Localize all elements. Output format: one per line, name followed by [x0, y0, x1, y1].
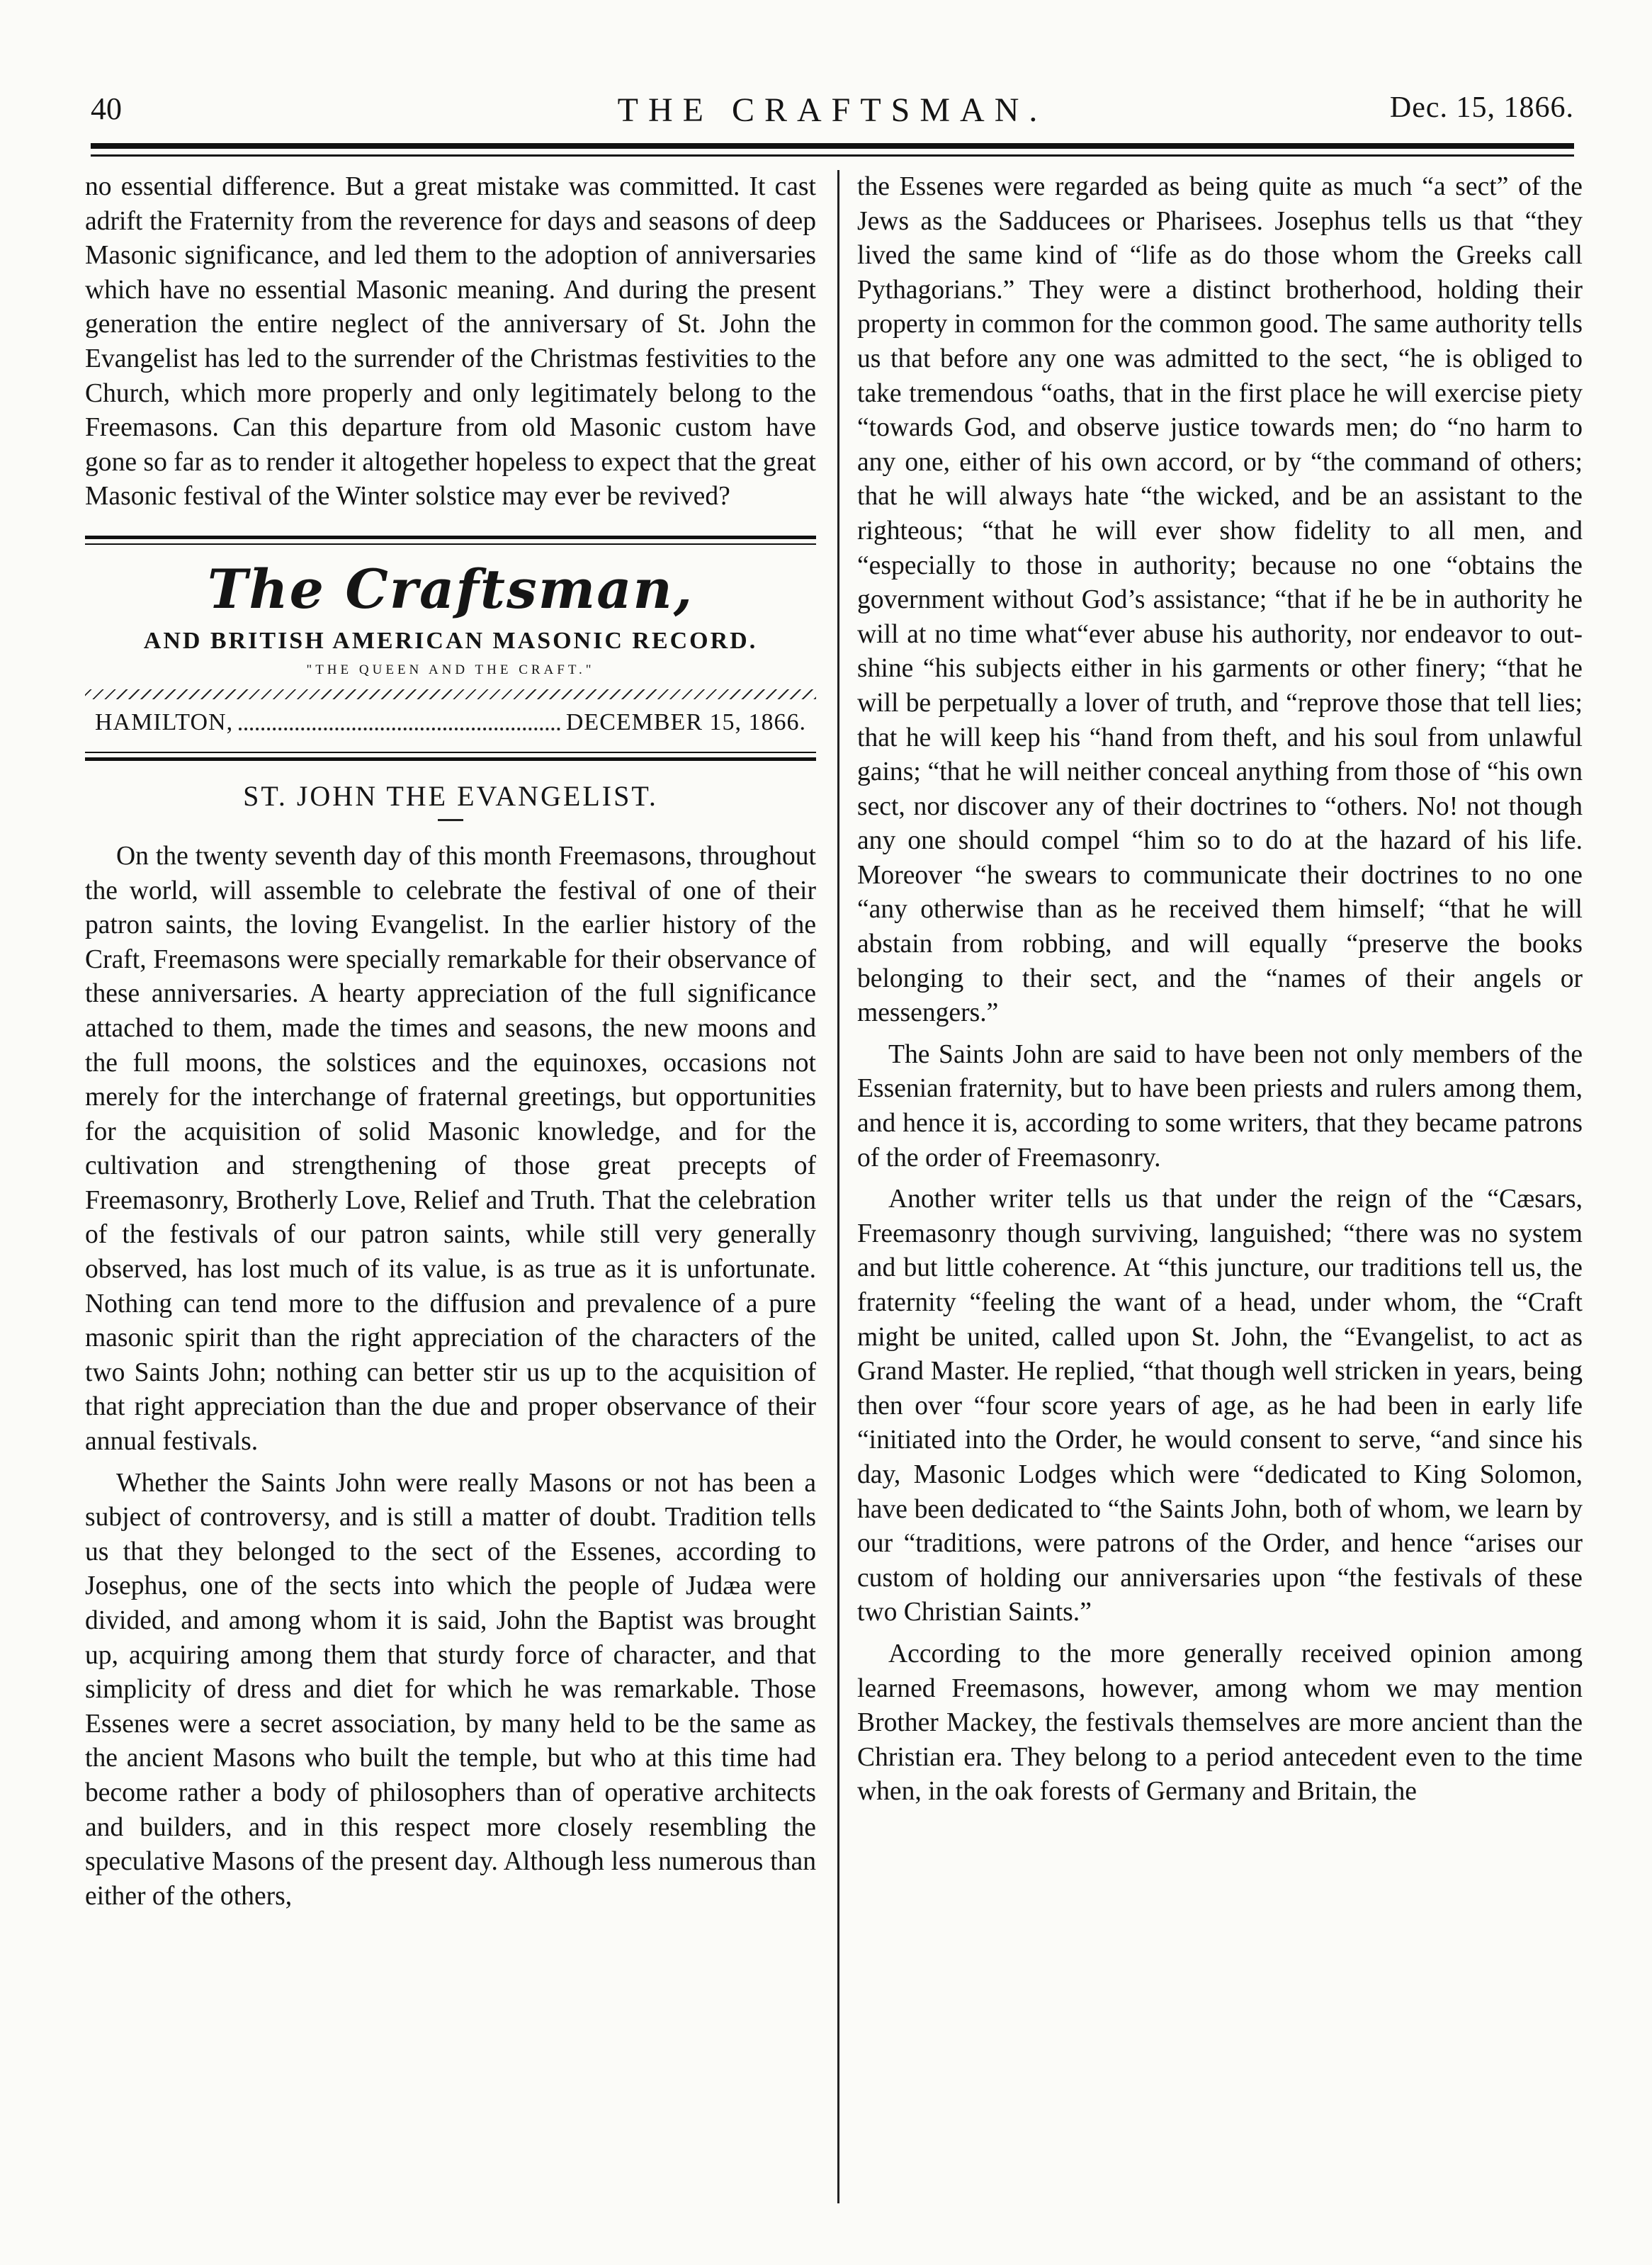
column-divider — [837, 170, 839, 2203]
running-head — [91, 91, 1574, 140]
publication-title: THE CRAFTSMAN. — [617, 91, 1048, 129]
dateline — [85, 705, 816, 740]
right-column — [857, 170, 1583, 1809]
dateline-leader-dots — [239, 705, 560, 730]
article-paragraph: Whether the Saints John were really Masons or not has been a subject of controversy, and is still a matter of doubt. Tradition tells us that they belonged to the sect of the Essenes, according to Josephus, one of the sects into which the people of Judæa were divided, and among whom it is said, John the Baptist was brought up, acquiring among them that sturdy force of character, and that simplicity of dress and diet for which he was remarkable. Those Essenes were a secret association, by many held to be the same as the ancient Masons who built the temple, but who at this time had become rather a body of philosophers than of operative architects and builders, and in this respect more closely resembling the speculative Masons of the present day. Although less numerous than either of the others, — [85, 1468, 816, 1911]
dateline-place: HAMILTON, — [95, 708, 234, 735]
wavy-rule — [85, 689, 816, 699]
header-rule — [91, 143, 1574, 157]
dateline-date: DECEMBER 15, 1866. — [565, 708, 806, 735]
masthead-motto: "THE QUEEN AND THE CRAFT." — [306, 662, 595, 677]
masthead-top-rule — [85, 536, 816, 545]
article-title: ST. JOHN THE EVANGELIST. — [243, 779, 658, 812]
article-paragraph: According to the more generally received opinion among learned Freemasons, however, among whom we may mention Brother Mackey, the festivals themselves are more ancient than the Christian era. They belong to a period antecedent even to the time when, in the oak forests of Germany and Britain, the — [857, 1639, 1583, 1807]
issue-date: Dec. 15, 1866. — [1389, 91, 1574, 124]
title-dash — [438, 819, 463, 821]
continued-paragraph: no essential difference. But a great mistake was committed. It cast adrift the Fraternity from the reverence for days and seasons of deep Masonic significance, and led them to the adoption of anniversaries which have no essential Masonic meaning. And during the present generation the entire neglect of the anniversary of St. John the Evangelist has led to the surrender of the Christmas festivities to the Church, which more properly and only legitimately belong to the Freemasons. Can this departure from old Masonic custom have gone so far as to render it altogether hopeless to expect that the great Masonic festival of the Winter solstice may ever be revived? — [85, 172, 816, 512]
article-paragraph: Another writer tells us that under the reign of the “Cæsars, Freemasonry though surviving, languished; “there was no system and but little coherence. At “this juncture, our traditions tell us, the fraternity “feeling the want of a head, under whom, the “Craft might be united, called upon St. John, the “Evangelist, to act as Grand Master. He replied, “that though well stricken in years, being then over “four score years of age, as he had been in early life “initiated into the Order, he would consent to serve, “and since his day, Masonic Lodges which were “dedicated to King Solomon, have been dedicated to “the Saints John, both of whom, we learn by our “traditions, were patrons of the Order, and hence “arises our custom of holding our anniversaries upon “the festivals of these two Christian Saints.” — [857, 1185, 1583, 1627]
article-paragraph: On the twenty seventh day of this month Freemasons, throughout the world, will assemble to celebrate the festival of one of their patron saints, the loving Evangelist. In the earlier history of the Craft, Freemasons were specially remarkable for their observance of these anniversaries. A hearty appreciation of the full significance attached to them, made the times and seasons, the new moons and the full moons, the solstices and the equinoxes, occasions not merely for the interchange of fraternal greetings, but opportunities for the acquisition of solid Masonic knowledge, and for the cultivation and strengthening of those great precepts of Freemasonry, Brotherly Love, Relief and Truth. That the celebration of the festivals of our patron saints, while still very generally observed, has lost much of its value, is as true as it is unfortunate. Nothing can tend more to the diffusion and prevalence of a pure masonic spirit than the right appreciation of the characters of the two Saints John; nothing can better stir us up to the acquisition of that right appreciation than the due and proper observance of their annual festivals. — [85, 841, 816, 1457]
masthead-subtitle: AND BRITISH AMERICAN MASONIC RECORD. — [143, 627, 758, 654]
masthead-bottom-rule — [85, 752, 816, 761]
left-column — [85, 170, 816, 1914]
article-paragraph: The Saints John are said to have been not only members of the Essenian fraternity, but to have been priests and rulers among them, and hence it is, according to some writers, that they became patrons of the order of Freemasonry. — [857, 1039, 1583, 1173]
masthead-title: The Craftsman, — [207, 557, 694, 621]
masthead — [85, 536, 816, 761]
page-number: 40 — [91, 91, 122, 126]
article-paragraph: the Essenes were regarded as being quite as much “a sect” of the Jews as the Sadducees or Pharisees. Josephus tells us that “they lived the same kind of “life as do those whom the Greeks call Pythagorians.” They were a distinct brotherhood, holding their property in common for the common good. The same authority tells us that before any one was admitted to the sect, “he is obliged to take tremendous “oaths, that in the first place he will exercise piety “towards God, and observe justice towards men; do “no harm to any one, either of his own accord, or by “the command of others; that he will always hate “the wicked, and be an assistant to the righteous; “that he will ever show fidelity to all men, and “especially to those in authority; because no one “obtains the government without God’s assistance; “that if he be in authority he will at no time what“ever abuse his authority, nor endeavor to out-shine “his subjects either in his garments or other finery; “that he will be perpetually a lover of truth, and “reprove those that tell lies; that he will keep his “hand from theft, and his soul from unlawful gains; “that he will neither conceal anything from those of “his own sect, nor discover any of their doctrines to “others. No! not though any one should compel “him so to do at the hazard of his life. Moreover “he swears to communicate their doctrines to no one “any otherwise than as he received them himself; “that he will abstain from robbing, and will equally “preserve the books belonging to their sect, and the “names of their angels or messengers.” — [857, 172, 1583, 1028]
